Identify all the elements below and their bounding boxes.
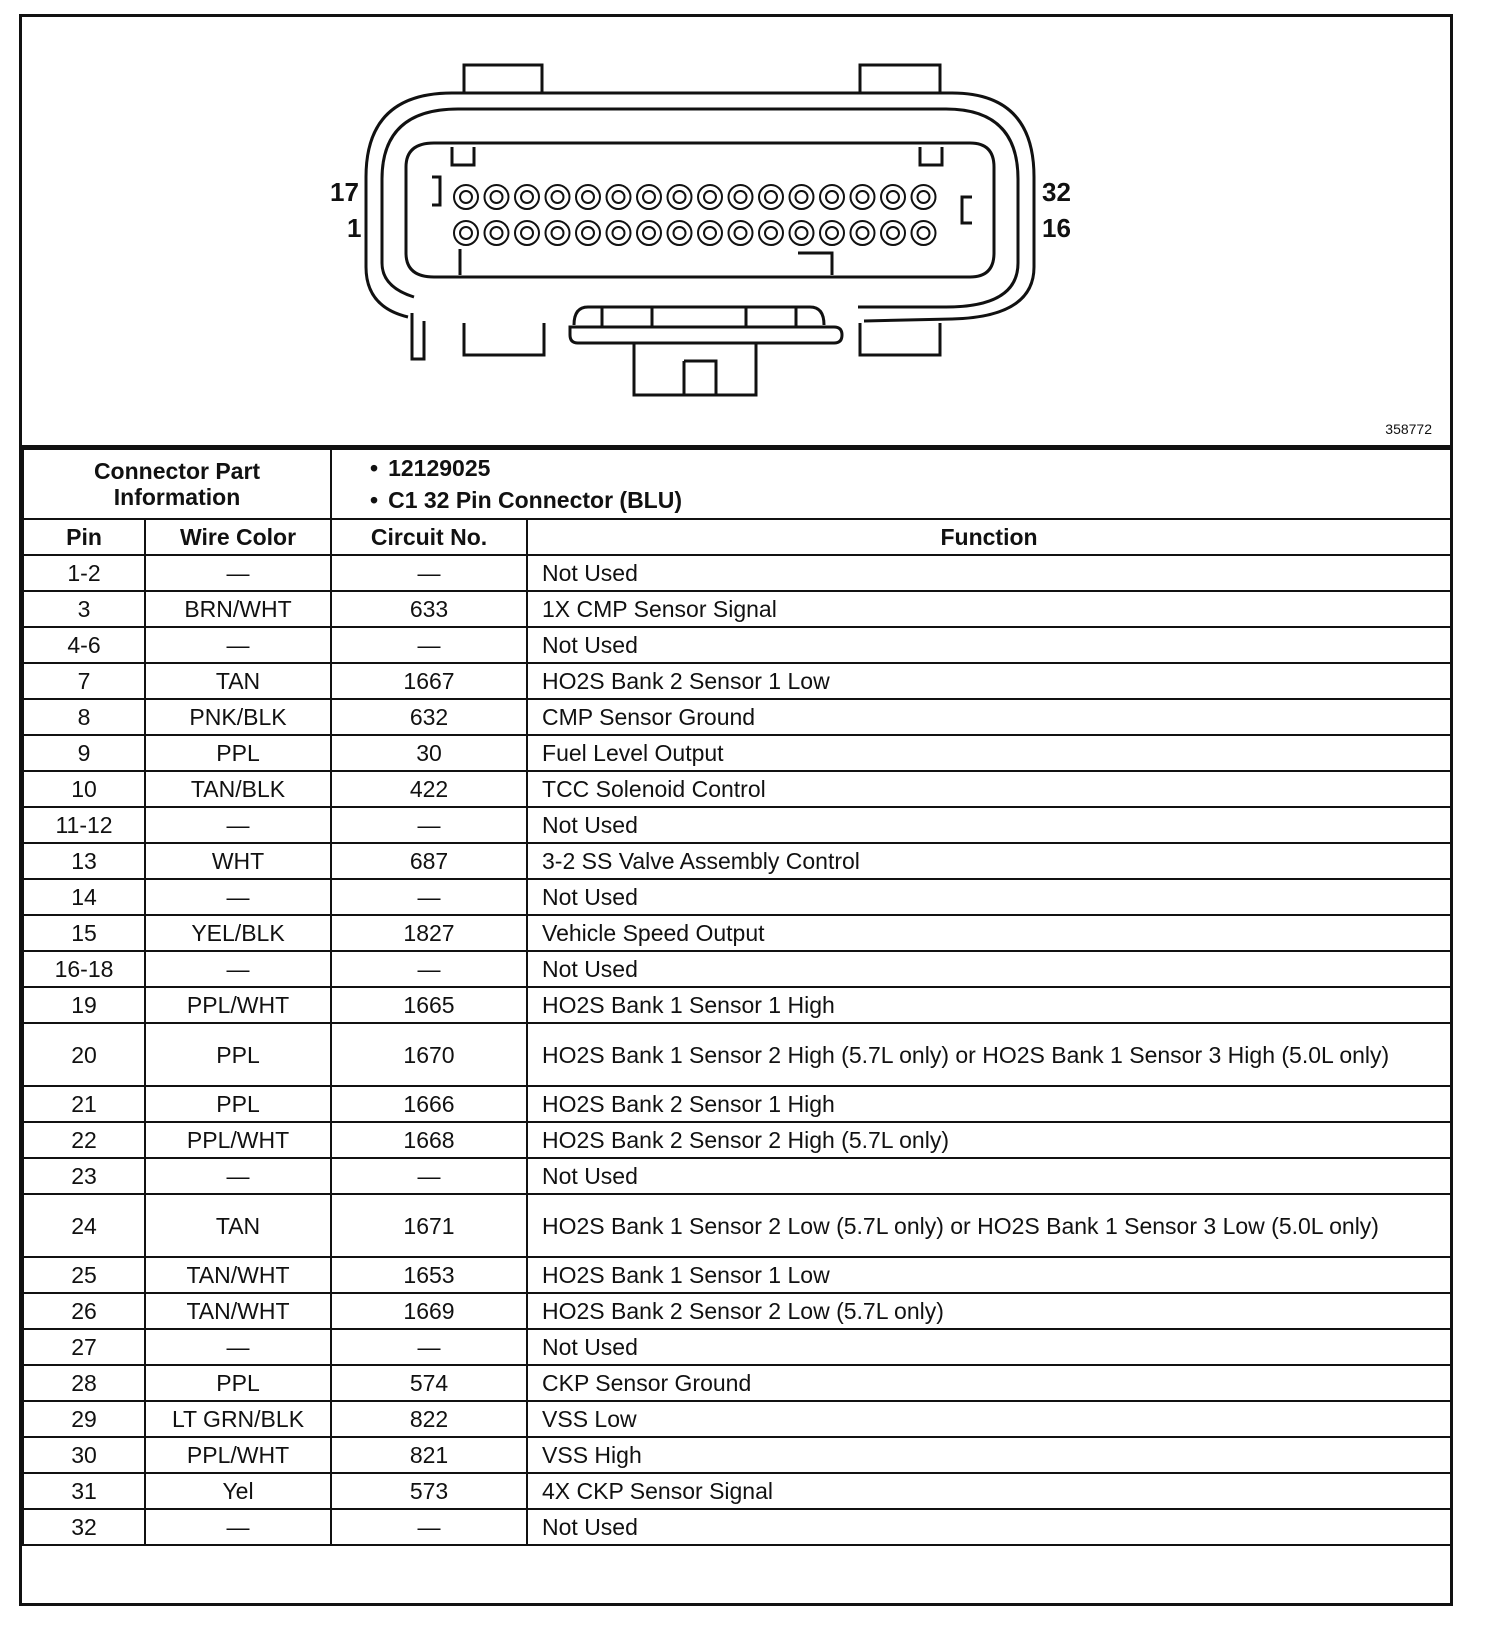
- pin-contact: [643, 227, 655, 239]
- pin-hole: [668, 221, 692, 245]
- function-cell: Not Used: [527, 1509, 1451, 1545]
- circuit-cell: 1668: [331, 1122, 527, 1158]
- circuit-cell: —: [331, 1158, 527, 1194]
- pin-cell: 19: [23, 987, 145, 1023]
- wire-color-cell: PPL/WHT: [145, 987, 331, 1023]
- table-row: [23, 1158, 1451, 1194]
- function-cell: CMP Sensor Ground: [527, 699, 1451, 735]
- pin-cell: 4-6: [23, 627, 145, 663]
- function-cell: HO2S Bank 1 Sensor 1 Low: [527, 1257, 1451, 1293]
- cavity-notch-left: [432, 177, 440, 205]
- pin-cell: 7: [23, 663, 145, 699]
- wire-color-cell: TAN/BLK: [145, 771, 331, 807]
- circuit-cell: 822: [331, 1401, 527, 1437]
- circuit-cell: 633: [331, 591, 527, 627]
- pin-cell: 28: [23, 1365, 145, 1401]
- wire-color-cell: PPL: [145, 1086, 331, 1122]
- center-lock-tab: [634, 343, 756, 395]
- circuit-cell: 687: [331, 843, 527, 879]
- circuit-cell: —: [331, 807, 527, 843]
- pin-label-16: 16: [1042, 213, 1071, 243]
- table-row: [23, 1257, 1451, 1293]
- wire-color-cell: TAN/WHT: [145, 1257, 331, 1293]
- center-lock-top: [574, 307, 824, 325]
- function-cell: Not Used: [527, 627, 1451, 663]
- table-row: [23, 1023, 1451, 1086]
- table-row: [23, 663, 1451, 699]
- pin-cell: 13: [23, 843, 145, 879]
- table-row: [23, 555, 1451, 591]
- connector-sheet: [19, 14, 1453, 1606]
- pin-hole: [607, 185, 631, 209]
- circuit-cell: 1665: [331, 987, 527, 1023]
- pin-cell: 30: [23, 1437, 145, 1473]
- function-cell: HO2S Bank 1 Sensor 1 High: [527, 987, 1451, 1023]
- wire-color-cell: Yel: [145, 1473, 331, 1509]
- pin-cell: 31: [23, 1473, 145, 1509]
- function-cell: Vehicle Speed Output: [527, 915, 1451, 951]
- table-row: [23, 1473, 1451, 1509]
- function-cell: HO2S Bank 2 Sensor 2 Low (5.7L only): [527, 1293, 1451, 1329]
- cavity-notch-right: [962, 197, 972, 223]
- pin-hole: [698, 185, 722, 209]
- pin-hole: [881, 221, 905, 245]
- connector-info-row: [23, 449, 1451, 519]
- function-cell: 3-2 SS Valve Assembly Control: [527, 843, 1451, 879]
- circuit-cell: 1671: [331, 1194, 527, 1257]
- pin-hole: [485, 221, 509, 245]
- pin-contact: [674, 191, 686, 203]
- function-cell: Not Used: [527, 951, 1451, 987]
- cavity-bottom-keys: [460, 249, 832, 275]
- pin-hole: [851, 185, 875, 209]
- pin-contact: [735, 191, 747, 203]
- circuit-cell: 1667: [331, 663, 527, 699]
- circuit-cell: —: [331, 1509, 527, 1545]
- center-lock-slot: [684, 361, 716, 395]
- function-cell: Not Used: [527, 1158, 1451, 1194]
- pin-cell: 24: [23, 1194, 145, 1257]
- wire-color-cell: TAN/WHT: [145, 1293, 331, 1329]
- function-cell: HO2S Bank 2 Sensor 1 High: [527, 1086, 1451, 1122]
- circuit-cell: 821: [331, 1437, 527, 1473]
- pin-contact: [674, 227, 686, 239]
- pin-contact: [796, 191, 808, 203]
- cavity-key-left: [452, 147, 474, 165]
- pin-contact: [857, 227, 869, 239]
- top-latch-right: [860, 65, 940, 93]
- pin-cell: 27: [23, 1329, 145, 1365]
- circuit-cell: 573: [331, 1473, 527, 1509]
- circuit-cell: 1669: [331, 1293, 527, 1329]
- pin-contact: [491, 191, 503, 203]
- pin-contact: [918, 191, 930, 203]
- function-cell: Not Used: [527, 807, 1451, 843]
- bottom-latch-left: [464, 323, 544, 355]
- wire-color-cell: PPL: [145, 735, 331, 771]
- function-cell: Not Used: [527, 555, 1451, 591]
- pin-cell: 14: [23, 879, 145, 915]
- function-cell: TCC Solenoid Control: [527, 771, 1451, 807]
- pin-contact: [491, 227, 503, 239]
- wire-color-cell: TAN: [145, 663, 331, 699]
- pin-hole: [637, 185, 661, 209]
- function-cell: HO2S Bank 2 Sensor 1 Low: [527, 663, 1451, 699]
- pin-hole: [698, 221, 722, 245]
- pin-cell: 22: [23, 1122, 145, 1158]
- connector-info-list: [331, 449, 1451, 519]
- pin-hole: [515, 185, 539, 209]
- circuit-cell: —: [331, 627, 527, 663]
- function-cell: Not Used: [527, 1329, 1451, 1365]
- circuit-cell: 632: [331, 699, 527, 735]
- pin-cavity: [406, 143, 994, 277]
- connector-face-drawing: [22, 17, 1450, 445]
- wire-color-cell: PPL: [145, 1365, 331, 1401]
- column-header-row: [23, 519, 1451, 555]
- column-header-pin: Pin: [23, 519, 145, 555]
- column-header-circuit: Circuit No.: [331, 519, 527, 555]
- cavity-key-right: [920, 147, 942, 165]
- pin-hole: [759, 185, 783, 209]
- top-latch-left: [464, 65, 542, 93]
- wire-color-cell: —: [145, 1158, 331, 1194]
- table-row: [23, 951, 1451, 987]
- circuit-cell: 1666: [331, 1086, 527, 1122]
- bottom-latch-right: [860, 323, 940, 355]
- pin-contact: [552, 227, 564, 239]
- wire-color-cell: —: [145, 1509, 331, 1545]
- table-row: [23, 1401, 1451, 1437]
- function-cell: Not Used: [527, 879, 1451, 915]
- pin-hole: [820, 185, 844, 209]
- pin-cell: 1-2: [23, 555, 145, 591]
- pin-hole: [576, 185, 600, 209]
- wire-color-cell: —: [145, 807, 331, 843]
- circuit-cell: —: [331, 879, 527, 915]
- pin-hole: [820, 221, 844, 245]
- pin-hole: [485, 185, 509, 209]
- figure-id: 358772: [1385, 421, 1432, 437]
- pin-contact: [857, 191, 869, 203]
- function-cell: CKP Sensor Ground: [527, 1365, 1451, 1401]
- circuit-cell: —: [331, 1329, 527, 1365]
- table-row: [23, 1365, 1451, 1401]
- circuit-cell: 1653: [331, 1257, 527, 1293]
- table-row: [23, 1437, 1451, 1473]
- table-row: [23, 807, 1451, 843]
- pin-contact: [460, 227, 472, 239]
- pin-cell: 26: [23, 1293, 145, 1329]
- pin-hole: [515, 221, 539, 245]
- table-row: [23, 735, 1451, 771]
- table-row: [23, 1293, 1451, 1329]
- table-row: [23, 987, 1451, 1023]
- pin-cell: 20: [23, 1023, 145, 1086]
- pin-contact: [765, 227, 777, 239]
- circuit-cell: 30: [331, 735, 527, 771]
- pin-hole: [759, 221, 783, 245]
- pin-cell: 8: [23, 699, 145, 735]
- pin-contact: [582, 191, 594, 203]
- circuit-cell: 422: [331, 771, 527, 807]
- pin-contact: [796, 227, 808, 239]
- table-row: [23, 699, 1451, 735]
- table-row: [23, 771, 1451, 807]
- circuit-cell: —: [331, 951, 527, 987]
- connector-info-header: Connector Part Information: [23, 449, 331, 519]
- table-row: [23, 627, 1451, 663]
- table-row: [23, 879, 1451, 915]
- function-cell: Fuel Level Output: [527, 735, 1451, 771]
- table-row: [23, 591, 1451, 627]
- circuit-cell: 574: [331, 1365, 527, 1401]
- pin-hole: [454, 185, 478, 209]
- pin-hole: [607, 221, 631, 245]
- pin-label-1: 1: [347, 213, 362, 243]
- wire-color-cell: PPL/WHT: [145, 1122, 331, 1158]
- pin-hole: [729, 221, 753, 245]
- pinout-table: [22, 448, 1452, 1546]
- pin-label-32: 32: [1042, 177, 1071, 207]
- pin-cell: 11-12: [23, 807, 145, 843]
- pin-hole: [912, 185, 936, 209]
- wire-color-cell: —: [145, 879, 331, 915]
- pin-cell: 15: [23, 915, 145, 951]
- wire-color-cell: YEL/BLK: [145, 915, 331, 951]
- wire-color-cell: —: [145, 951, 331, 987]
- function-cell: VSS Low: [527, 1401, 1451, 1437]
- pin-hole: [546, 221, 570, 245]
- pin-contact: [704, 227, 716, 239]
- center-lock-bar: [570, 327, 842, 343]
- table-row: [23, 1122, 1451, 1158]
- pin-cell: 10: [23, 771, 145, 807]
- pin-hole: [637, 221, 661, 245]
- connector-description: • C1 32 Pin Connector (BLU): [370, 484, 1440, 516]
- pin-cell: 9: [23, 735, 145, 771]
- pin-cell: 16-18: [23, 951, 145, 987]
- pin-cell: 29: [23, 1401, 145, 1437]
- pin-hole: [576, 221, 600, 245]
- pin-contact: [521, 227, 533, 239]
- pin-hole: [851, 221, 875, 245]
- circuit-cell: 1670: [331, 1023, 527, 1086]
- function-cell: HO2S Bank 1 Sensor 2 High (5.7L only) or HO2S Bank 1 Sensor 3 High (5.0L only): [527, 1023, 1451, 1086]
- wire-color-cell: —: [145, 627, 331, 663]
- table-row: [23, 1509, 1451, 1545]
- pin-cell: 25: [23, 1257, 145, 1293]
- table-row: [23, 915, 1451, 951]
- pin-hole: [454, 221, 478, 245]
- pin-contact: [613, 191, 625, 203]
- outer-shell: [366, 93, 1034, 321]
- wire-color-cell: —: [145, 555, 331, 591]
- pin-contact: [582, 227, 594, 239]
- table-row: [23, 1194, 1451, 1257]
- wire-color-cell: LT GRN/BLK: [145, 1401, 331, 1437]
- wire-color-cell: BRN/WHT: [145, 591, 331, 627]
- table-row: [23, 1329, 1451, 1365]
- circuit-cell: 1827: [331, 915, 527, 951]
- pin-contact: [643, 191, 655, 203]
- column-header-wire-color: Wire Color: [145, 519, 331, 555]
- pin-cell: 23: [23, 1158, 145, 1194]
- pin-contact: [765, 191, 777, 203]
- pin-contact: [460, 191, 472, 203]
- function-cell: HO2S Bank 1 Sensor 2 Low (5.7L only) or HO2S Bank 1 Sensor 3 Low (5.0L only): [527, 1194, 1451, 1257]
- pin-hole: [729, 185, 753, 209]
- table-row: [23, 1086, 1451, 1122]
- wire-color-cell: PNK/BLK: [145, 699, 331, 735]
- table-row: [23, 843, 1451, 879]
- wire-color-cell: —: [145, 1329, 331, 1365]
- pin-hole: [790, 185, 814, 209]
- wire-color-cell: PPL/WHT: [145, 1437, 331, 1473]
- pin-contact: [735, 227, 747, 239]
- center-lock-ribs: [602, 307, 796, 327]
- function-cell: VSS High: [527, 1437, 1451, 1473]
- pin-hole: [546, 185, 570, 209]
- wire-color-cell: WHT: [145, 843, 331, 879]
- pin-hole: [912, 221, 936, 245]
- pin-contact: [887, 227, 899, 239]
- pin-contact: [826, 227, 838, 239]
- function-cell: 1X CMP Sensor Signal: [527, 591, 1451, 627]
- wire-color-cell: PPL: [145, 1023, 331, 1086]
- bottom-left-peg: [412, 313, 424, 359]
- pin-contact: [552, 191, 564, 203]
- pin-contact: [918, 227, 930, 239]
- connector-part-number: • 12129025: [370, 452, 1440, 484]
- pin-hole: [790, 221, 814, 245]
- circuit-cell: —: [331, 555, 527, 591]
- pin-cell: 32: [23, 1509, 145, 1545]
- pin-cell: 21: [23, 1086, 145, 1122]
- pin-contact: [704, 191, 716, 203]
- column-header-function: Function: [527, 519, 1451, 555]
- pin-cell: 3: [23, 591, 145, 627]
- function-cell: HO2S Bank 2 Sensor 2 High (5.7L only): [527, 1122, 1451, 1158]
- wire-color-cell: TAN: [145, 1194, 331, 1257]
- connector-diagram: [22, 17, 1450, 448]
- pin-label-17: 17: [330, 177, 359, 207]
- pin-hole: [668, 185, 692, 209]
- pin-contact: [826, 191, 838, 203]
- pin-contact: [613, 227, 625, 239]
- pin-contact: [521, 191, 533, 203]
- function-cell: 4X CKP Sensor Signal: [527, 1473, 1451, 1509]
- pin-hole: [881, 185, 905, 209]
- pin-contact: [887, 191, 899, 203]
